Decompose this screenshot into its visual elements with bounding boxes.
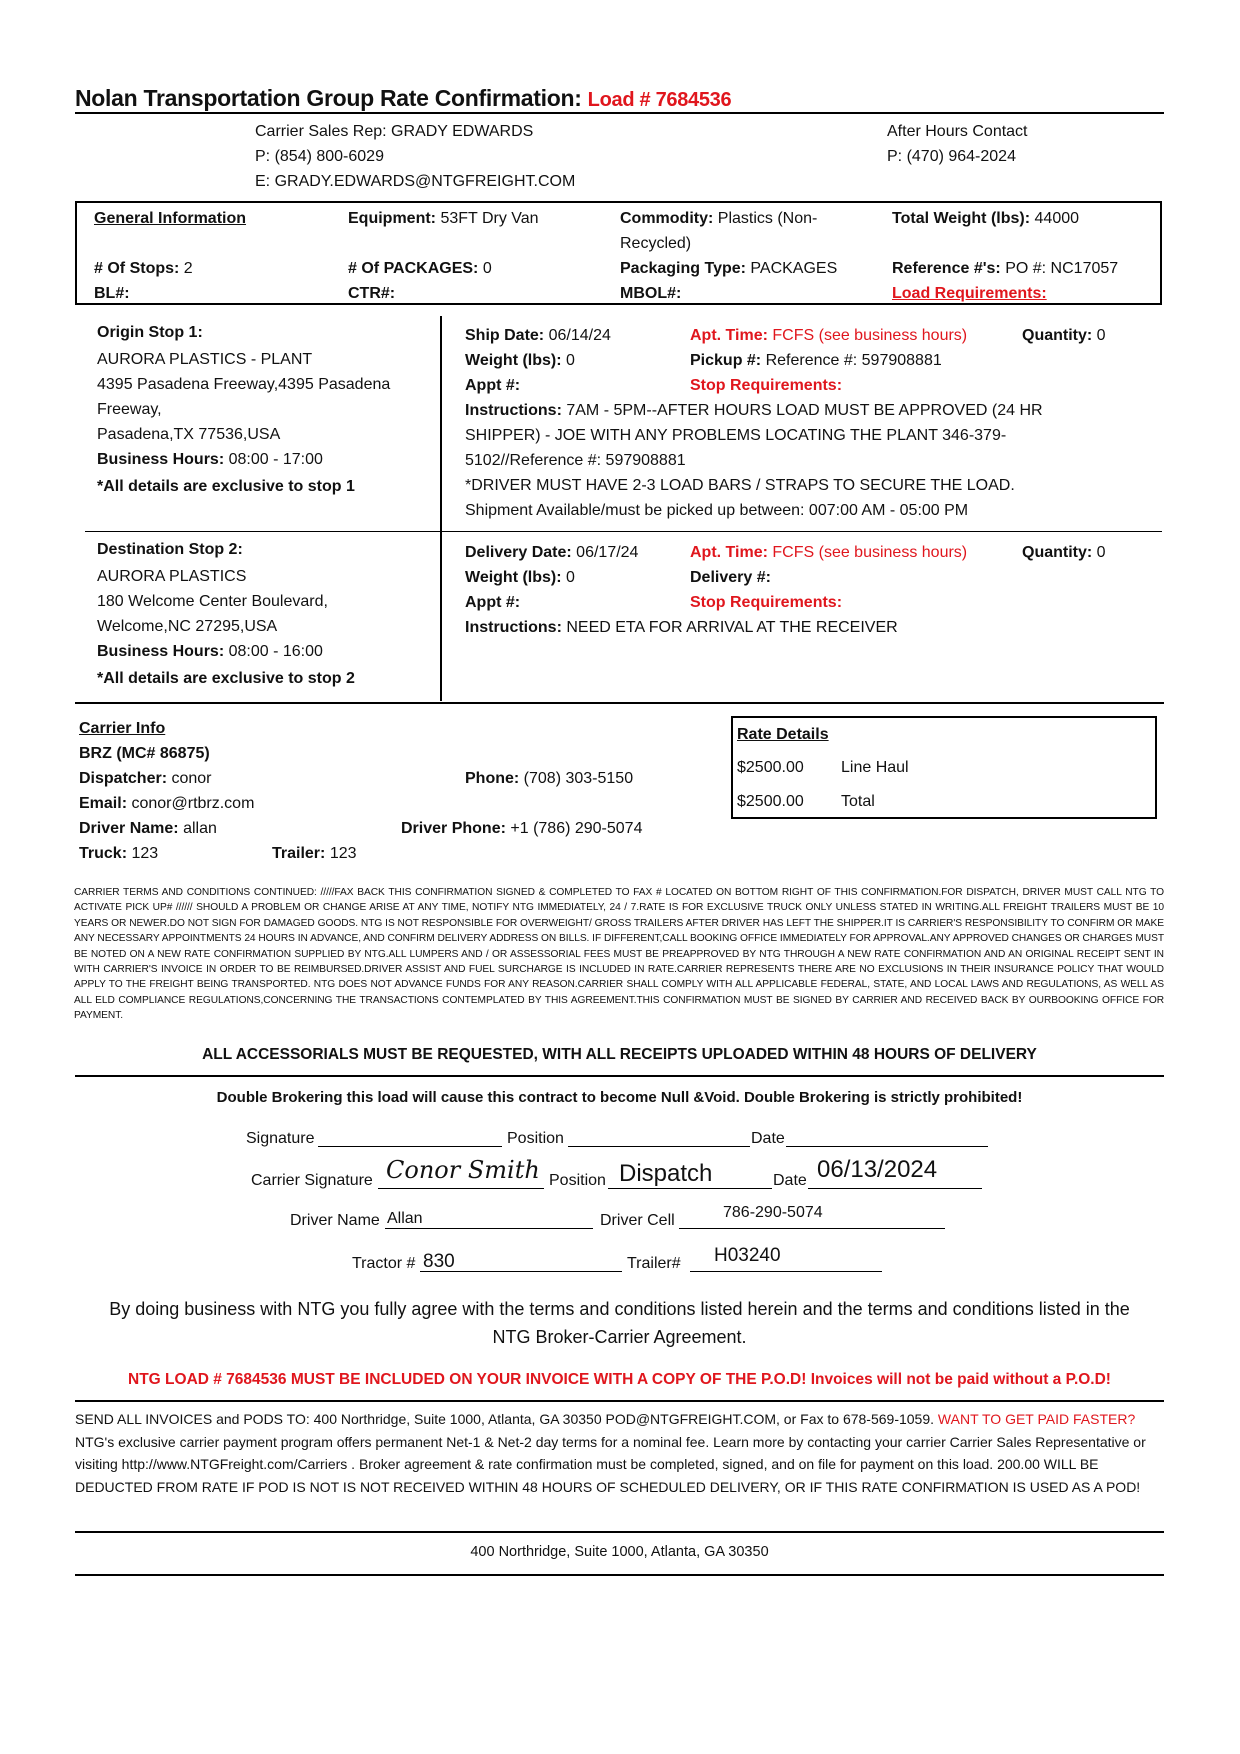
- driver-name: [79, 816, 217, 841]
- carrier-signature-line[interactable]: [378, 1188, 544, 1189]
- invoice-notice: NTG LOAD # 7684536 MUST BE INCLUDED ON YOUR INVOICE WITH A COPY OF THE P.O.D! Invoices will not be paid without a P.O.D!: [128, 1371, 1111, 1388]
- carrier-name: BRZ (MC# 86875): [79, 745, 210, 762]
- destination-apt-time-value: FCFS (see business hours): [772, 544, 968, 561]
- origin-weight-value: 0: [566, 352, 575, 369]
- position-line[interactable]: [568, 1146, 750, 1147]
- destination-weight: [465, 565, 575, 590]
- agreement-line2: NTG Broker-Carrier Agreement.: [492, 1327, 747, 1347]
- line-haul-label: Line Haul: [841, 759, 909, 776]
- origin-quantity-value: 0: [1096, 327, 1106, 344]
- destination-quantity-label: Quantity:: [1022, 544, 1093, 561]
- origin-instructions-line1: 7AM - 5PM--AFTER HOURS LOAD MUST BE APPROVED (24 HR: [566, 402, 1043, 419]
- accessorials-divider: [75, 1075, 1164, 1077]
- page-title: [75, 83, 731, 115]
- destination-hours-label: Business Hours:: [97, 643, 225, 660]
- destination-name: AURORA PLASTICS: [97, 568, 247, 585]
- stops-value: 2: [183, 260, 193, 277]
- pickup-number-label: Pickup #:: [690, 352, 762, 369]
- destination-appt-label: Appt #:: [465, 594, 521, 611]
- origin-instructions-line3: 5102//Reference #: 597908881: [465, 452, 686, 469]
- origin-quantity-label: Quantity:: [1022, 327, 1093, 344]
- carrier-phone: [465, 766, 633, 791]
- send-invoices-text: SEND ALL INVOICES and PODS TO: 400 Northridge, Suite 1000, Atlanta, GA 30350 POD@NTGFREIGHT.COM, or Fax to 678-569-1059.: [75, 1411, 935, 1427]
- sales-rep-email: E: GRADY.EDWARDS@NTGFREIGHT.COM: [255, 173, 576, 190]
- packaging-label: Packaging Type:: [620, 260, 746, 277]
- commodity-label: Commodity:: [620, 210, 714, 227]
- tractor-value: 830: [423, 1251, 455, 1272]
- load-requirements-link[interactable]: Load Requirements:: [892, 285, 1047, 302]
- truck-value: 123: [131, 845, 159, 862]
- signature-label: Signature: [246, 1130, 315, 1147]
- stops: [94, 256, 193, 281]
- destination-instructions-line1: NEED ETA FOR ARRIVAL AT THE RECEIVER: [566, 619, 898, 636]
- after-hours-label: After Hours Contact: [887, 123, 1028, 140]
- driver-phone-value: +1 (786) 290-5074: [510, 820, 643, 837]
- ship-date: [465, 323, 611, 348]
- carrier-info-heading: Carrier Info: [79, 720, 166, 737]
- origin-exclusive-note: *All details are exclusive to stop 1: [97, 478, 355, 495]
- origin-stop-requirements: Stop Requirements:: [690, 377, 843, 394]
- destination-heading: Destination Stop 2:: [97, 541, 243, 558]
- driver-cell-label: Driver Cell: [600, 1212, 675, 1229]
- carrier-signature-value: Conor Smith: [386, 1156, 540, 1184]
- driver-name-field-label: Driver Name: [290, 1212, 380, 1229]
- destination-weight-label: Weight (lbs):: [465, 569, 562, 586]
- sales-rep: Carrier Sales Rep: GRADY EDWARDS: [255, 123, 534, 140]
- trailer: [272, 841, 357, 866]
- commodity: [620, 206, 817, 231]
- delivery-date-label: Delivery Date:: [465, 544, 572, 561]
- truck-label: Truck:: [79, 845, 128, 862]
- date-label-2: Date: [773, 1172, 807, 1189]
- driver-name-value: allan: [183, 820, 217, 837]
- accessorials-notice: ALL ACCESSORIALS MUST BE REQUESTED, WITH ALL RECEIPTS UPLOADED WITHIN 48 HOURS OF DELIVERY: [202, 1046, 1037, 1063]
- origin-address-line1: 4395 Pasadena Freeway,4395 Pasadena: [97, 376, 391, 393]
- origin-instructions-line5: Shipment Available/must be picked up between: 007:00 AM - 05:00 PM: [465, 502, 969, 519]
- driver-phone-label: Driver Phone:: [401, 820, 506, 837]
- destination-hours-value: 08:00 - 16:00: [228, 643, 323, 660]
- delivery-date-value: 06/17/24: [576, 544, 639, 561]
- origin-heading: Origin Stop 1:: [97, 324, 203, 341]
- date-line-2[interactable]: [808, 1188, 982, 1189]
- origin-address-line3: Pasadena,TX 77536,USA: [97, 426, 281, 443]
- reference-numbers: [892, 256, 1118, 281]
- packages-label: # Of PACKAGES:: [348, 260, 479, 277]
- destination-instructions-label: Instructions:: [465, 619, 562, 636]
- total-weight-label: Total Weight (lbs):: [892, 210, 1031, 227]
- driver-cell-value: 786-290-5074: [723, 1204, 823, 1221]
- equipment-value: 53FT Dry Van: [440, 210, 539, 227]
- destination-quantity-value: 0: [1096, 544, 1106, 561]
- equipment-label: Equipment:: [348, 210, 436, 227]
- mbol-label: MBOL#:: [620, 285, 682, 302]
- carrier-terms: CARRIER TERMS AND CONDITIONS CONTINUED: /////FAX BACK THIS CONFIRMATION SIGNED & COMPLETED TO FAX # LOCATED ON BOTTOM RIGHT OF THIS CONFIRMATION.FOR DISPATCH, DRIVER MUST CALL NTG TO ACTIVATE PICK UP# ////// SHOULD A PROBLEM OR CHANGE ARISE AT ANY TIME, NOTIFY NTG IMMEDIATELY, 24 / 7.RATE IS FOR EXCLUSIVE TRUCK ONLY UNLESS STATED IN WRITING.ALL FREIGHT TRAILERS MUST BE 10 YEARS OR NEWER.DO NOT SIGN FOR DAMAGED GOODS. NTG IS NOT RESPONSIBLE FOR OVERWEIGHT/ GROSS TRAILERS AFTER DRIVER HAS LEFT THE SHIPPER.IT IS CARRIER'S RESPONSIBILITY TO CONFIRM OR MAKE ANY NECESSARY APPOINTMENTS 24 HOURS IN ADVANCE, AND CONFIRM DELIVERY ADDRESS ON BILLS. IF DIFFERENT,CALL BOOKING OFFICE IMMEDIATELY FOR APPROVAL.ANY APPROVED CHANGES OR CHARGES MUST BE NOTED ON A NEW RATE CONFIRMATION SUPPLIED BY NTG.ALL LUMPERS AND / OR ASSESSORIAL FEES MUST BE PREAPPROVED BY NTG THROUGH A NEW RATE CONFIRMATION AND AN ORIGINAL RECEIPT SENT IN WITH CARRIER'S INVOICE IN ORDER TO BE REIMBURSED.DRIVER ASSIST AND FUEL SURCHARGE IS INCLUDED IN RATE.CARRIER REPRESENTS THERE ARE NO EXCLUSIONS IN THEIR INSURANCE POLICY THAT WOULD APPLY TO THE FREIGHT BEING TRANSPORTED. NTG DOES NOT ADVANCE FUNDS FOR ANY REASON.CARRIER SHALL COMPLY WITH ALL APPLICABLE FEDERAL, STATE, AND LOCAL LAWS AND REGULATIONS, AS WELL AS ALL ELD COMPLIANCE REGULATIONS,CONCERNING THE TRANSACTIONS CONTEMPLATED BY THIS AGREEMENT.THIS CONFIRMATION MUST BE SIGNED BY CARRIER AND RECEIVED BACK BY OURBOOKING OFFICE FOR PAYMENT.: [74, 887, 1164, 1022]
- general-info-heading: General Information: [94, 210, 247, 227]
- carrier-email-value: conor@rtbrz.com: [131, 795, 255, 812]
- carrier-signature-label: Carrier Signature: [251, 1172, 373, 1189]
- line-haul-amount: $2500.00: [737, 759, 804, 776]
- destination-address-line1: 180 Welcome Center Boulevard,: [97, 593, 328, 610]
- footer-address: 400 Northridge, Suite 1000, Atlanta, GA 30350: [470, 1544, 769, 1560]
- total-label: Total: [841, 793, 875, 810]
- destination-address-line2: Welcome,NC 27295,USA: [97, 618, 278, 635]
- origin-address-line2: Freeway,: [97, 401, 162, 418]
- after-hours-phone: P: (470) 964-2024: [887, 148, 1016, 165]
- carrier-phone-value: (708) 303-5150: [523, 770, 634, 787]
- trailer-number-label: Trailer#: [627, 1255, 681, 1272]
- origin-weight: [465, 348, 575, 373]
- invoice-divider: [75, 1400, 1164, 1402]
- destination-quantity: [1022, 540, 1106, 565]
- signature-line[interactable]: [318, 1146, 502, 1147]
- dispatcher-value: conor: [171, 770, 212, 787]
- origin-appt-label: Appt #:: [465, 377, 521, 394]
- bl-label: BL#:: [94, 285, 130, 302]
- destination-exclusive-note: *All details are exclusive to stop 2: [97, 670, 355, 687]
- ship-date-value: 06/14/24: [548, 327, 611, 344]
- origin-instructions-label: Instructions:: [465, 402, 562, 419]
- stops-divider-horizontal: [85, 531, 1162, 532]
- ship-date-label: Ship Date:: [465, 327, 545, 344]
- carrier-email: [79, 791, 254, 816]
- reference-label: Reference #'s:: [892, 260, 1001, 277]
- trailer-number-value: H03240: [714, 1245, 781, 1266]
- equipment: [348, 206, 539, 231]
- payment-program-text: NTG's exclusive carrier payment program offers permanent Net-1 & Net-2 day terms for a nominal fee. Learn more by contacting your carrier Carrier Sales Representative or visiting http://www.NTGFreight.com/Carriers . Broker agreement & rate confirmation must be completed, signed, and on file for payment on this load. 200.00 WILL BE DEDUCTED FROM RATE IF POD IS NOT IS NOT RECEIVED WITHIN 48 HOURS OF SCHEDULED DELIVERY, OR IF THIS RATE CONFIRMATION IS USED AS A POD!: [75, 1433, 1146, 1495]
- position-label-2: Position: [549, 1172, 606, 1189]
- want-to-get-paid: WANT TO GET PAID FASTER?: [937, 1411, 1136, 1427]
- origin-weight-label: Weight (lbs):: [465, 352, 562, 369]
- trailer-value: 123: [329, 845, 357, 862]
- total-amount: $2500.00: [737, 793, 804, 810]
- date-label: Date: [751, 1130, 785, 1147]
- driver-name-field-value: Allan: [387, 1210, 423, 1227]
- footer-divider-bottom: [75, 1574, 1164, 1576]
- carrier-email-label: Email:: [79, 795, 128, 812]
- footer-text: [75, 1408, 1164, 1498]
- origin-instructions-line4: *DRIVER MUST HAVE 2-3 LOAD BARS / STRAPS TO SECURE THE LOAD.: [465, 477, 1015, 494]
- tractor-label: Tractor #: [352, 1255, 416, 1272]
- carrier-phone-label: Phone:: [465, 770, 520, 787]
- delivery-date: [465, 540, 638, 565]
- rate-details-heading: Rate Details: [737, 726, 829, 743]
- sales-rep-phone: P: (854) 800-6029: [255, 148, 384, 165]
- commodity-value: Plastics (Non-: [717, 210, 818, 227]
- dispatcher-label: Dispatcher:: [79, 770, 168, 787]
- origin-apt-time: [690, 323, 967, 348]
- document-title: Nolan Transportation Group Rate Confirmation:: [75, 85, 582, 111]
- destination-stop-requirements: Stop Requirements:: [690, 594, 843, 611]
- origin-hours-value: 08:00 - 17:00: [228, 451, 323, 468]
- packaging-value: PACKAGES: [750, 260, 838, 277]
- truck: [79, 841, 158, 866]
- destination-instructions: [465, 615, 898, 640]
- total-weight-value: 44000: [1034, 210, 1080, 227]
- origin-name: AURORA PLASTICS - PLANT: [97, 351, 313, 368]
- agreement-line1: By doing business with NTG you fully agree with the terms and conditions listed herein and the terms and conditions listed in the: [109, 1299, 1130, 1319]
- stops-divider-vertical: [440, 316, 442, 701]
- packages: [348, 256, 492, 281]
- origin-apt-time-label: Apt. Time:: [690, 327, 768, 344]
- pickup-number: [690, 348, 942, 373]
- stops-bottom-divider: [75, 702, 1164, 704]
- pickup-number-value: Reference #: 597908881: [765, 352, 942, 369]
- destination-weight-value: 0: [566, 569, 575, 586]
- origin-quantity: [1022, 323, 1106, 348]
- position-label: Position: [507, 1130, 564, 1147]
- driver-cell-line[interactable]: [679, 1228, 945, 1229]
- date-value: 06/13/2024: [817, 1156, 938, 1183]
- destination-apt-time: [690, 540, 967, 565]
- origin-hours: [97, 447, 323, 472]
- destination-hours: [97, 639, 323, 664]
- double-brokering-notice: Double Brokering this load will cause this contract to become Null &Void. Double Brokering is strictly prohibited!: [216, 1089, 1023, 1106]
- date-line[interactable]: [786, 1146, 988, 1147]
- origin-hours-label: Business Hours:: [97, 451, 225, 468]
- dispatcher: [79, 766, 212, 791]
- commodity-continued: Recycled): [620, 235, 692, 252]
- trailer-label: Trailer:: [272, 845, 326, 862]
- origin-apt-time-value: FCFS (see business hours): [772, 327, 968, 344]
- driver-phone: [401, 816, 642, 841]
- reference-value: PO #: NC17057: [1005, 260, 1119, 277]
- driver-name-label: Driver Name:: [79, 820, 179, 837]
- packages-value: 0: [482, 260, 492, 277]
- destination-apt-time-label: Apt. Time:: [690, 544, 768, 561]
- delivery-number-label: Delivery #:: [690, 569, 771, 586]
- total-weight: [892, 206, 1079, 231]
- stops-label: # Of Stops:: [94, 260, 180, 277]
- trailer-number-line[interactable]: [690, 1271, 882, 1272]
- load-number: Load # 7684536: [587, 89, 732, 111]
- origin-instructions-line2: SHIPPER) - JOE WITH ANY PROBLEMS LOCATING THE PLANT 346-379-: [465, 427, 1007, 444]
- ctr-label: CTR#:: [348, 285, 396, 302]
- origin-instructions: [465, 398, 1043, 423]
- packaging-type: [620, 256, 837, 281]
- position-value: Dispatch: [619, 1160, 713, 1187]
- title-divider: [75, 112, 1164, 114]
- footer-divider-top: [75, 1531, 1164, 1533]
